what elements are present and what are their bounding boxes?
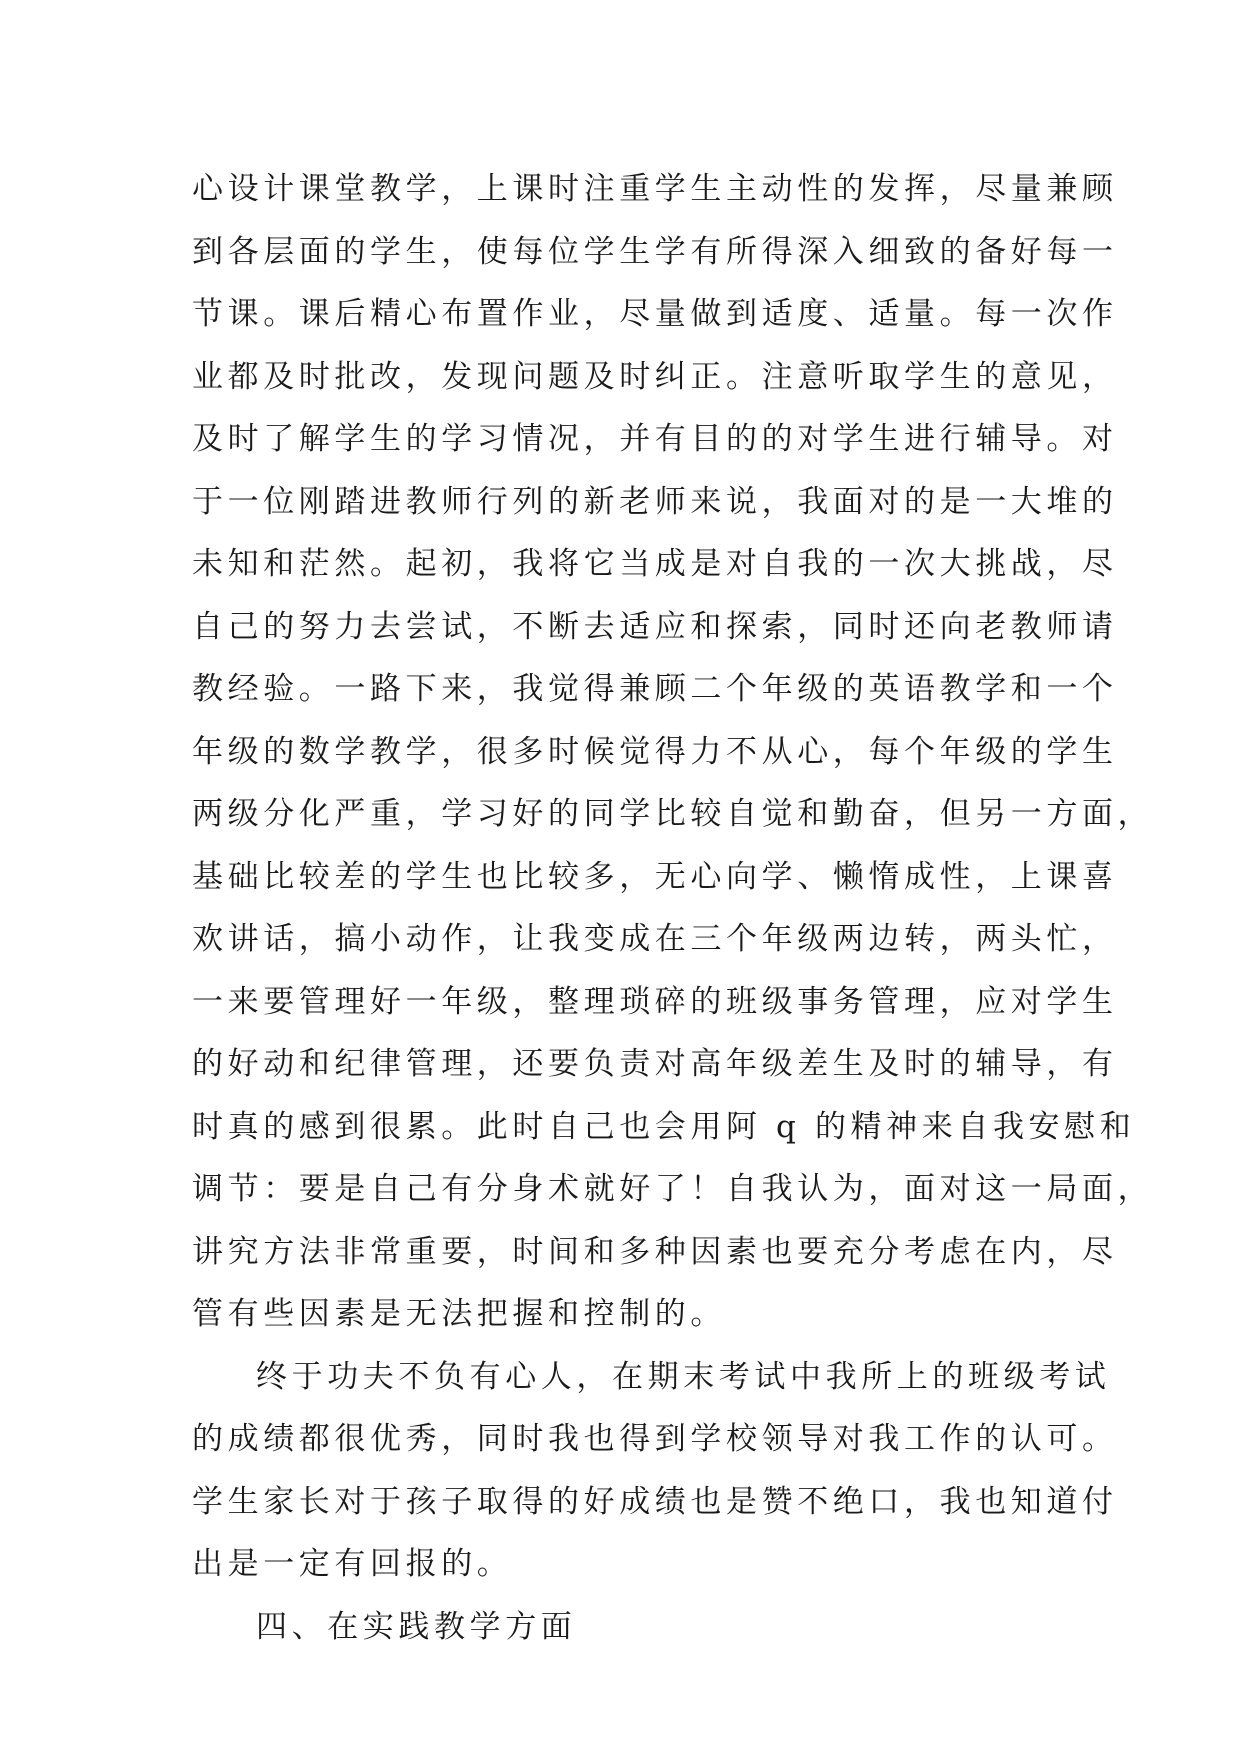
- text-line: 一来要管理好一年级，整理琐碎的班级事务管理，应对学生: [192, 983, 1118, 1020]
- text-line: 到各层面的学生，使每位学生学有所得深入细致的备好每一: [192, 233, 1118, 270]
- text-line: 节课。课后精心布置作业，尽量做到适度、适量。每一次作: [192, 296, 1118, 332]
- text-line: 的好动和纪律管理，还要负责对高年级差生及时的辅导，有: [192, 1046, 1118, 1082]
- text-line: 基础比较差的学生也比较多，无心向学、懒惰成性，上课喜: [192, 858, 1118, 895]
- text-line: 管有些因素是无法把握和控制的。: [192, 1296, 726, 1332]
- text-line: 业都及时批改，发现问题及时纠正。注意听取学生的意见，: [192, 358, 1118, 395]
- section-heading: 四、在实践教学方面: [256, 1608, 577, 1645]
- text-line: 调节：要是自己有分身术就好了！自我认为，面对这一局面，: [192, 1171, 1154, 1207]
- document-body: [192, 158, 1154, 1658]
- text-line: 年级的数学教学，很多时候觉得力不从心，每个年级的学生: [192, 733, 1118, 770]
- text-line: 心设计课堂教学，上课时注重学生主动性的发挥，尽量兼顾: [192, 171, 1118, 207]
- text-line: 的成绩都很优秀，同时我也得到学校领导对我工作的认可。: [192, 1421, 1118, 1457]
- text-line: 两级分化严重，学习好的同学比较自觉和勤奋，但另一方面，: [192, 796, 1154, 832]
- text-line: 及时了解学生的学习情况，并有目的的对学生进行辅导。对: [192, 421, 1118, 457]
- text-line: 出是一定有回报的。: [192, 1546, 513, 1582]
- text-line: 于一位刚踏进教师行列的新老师来说，我面对的是一大堆的: [192, 483, 1118, 520]
- text-line: 学生家长对于孩子取得的好成绩也是赞不绝口，我也知道付: [192, 1483, 1118, 1520]
- text-line: 讲究方法非常重要，时间和多种因素也要充分考虑在内，尽: [192, 1233, 1118, 1270]
- text-line: 自己的努力去尝试，不断去适应和探索，同时还向老教师请: [192, 608, 1118, 645]
- text-line: 时真的感到很累。此时自己也会用阿 q 的精神来自我安慰和: [192, 1108, 1136, 1145]
- paragraph-start-line: 终于功夫不负有心人，在期末考试中我所上的班级考试: [256, 1358, 1111, 1395]
- text-line: 欢讲话，搞小动作，让我变成在三个年级两边转，两头忙，: [192, 921, 1118, 957]
- text-line: 未知和茫然。起初，我将它当成是对自我的一次大挑战，尽: [192, 546, 1118, 582]
- text-line: 教经验。一路下来，我觉得兼顾二个年级的英语教学和一个: [192, 671, 1118, 707]
